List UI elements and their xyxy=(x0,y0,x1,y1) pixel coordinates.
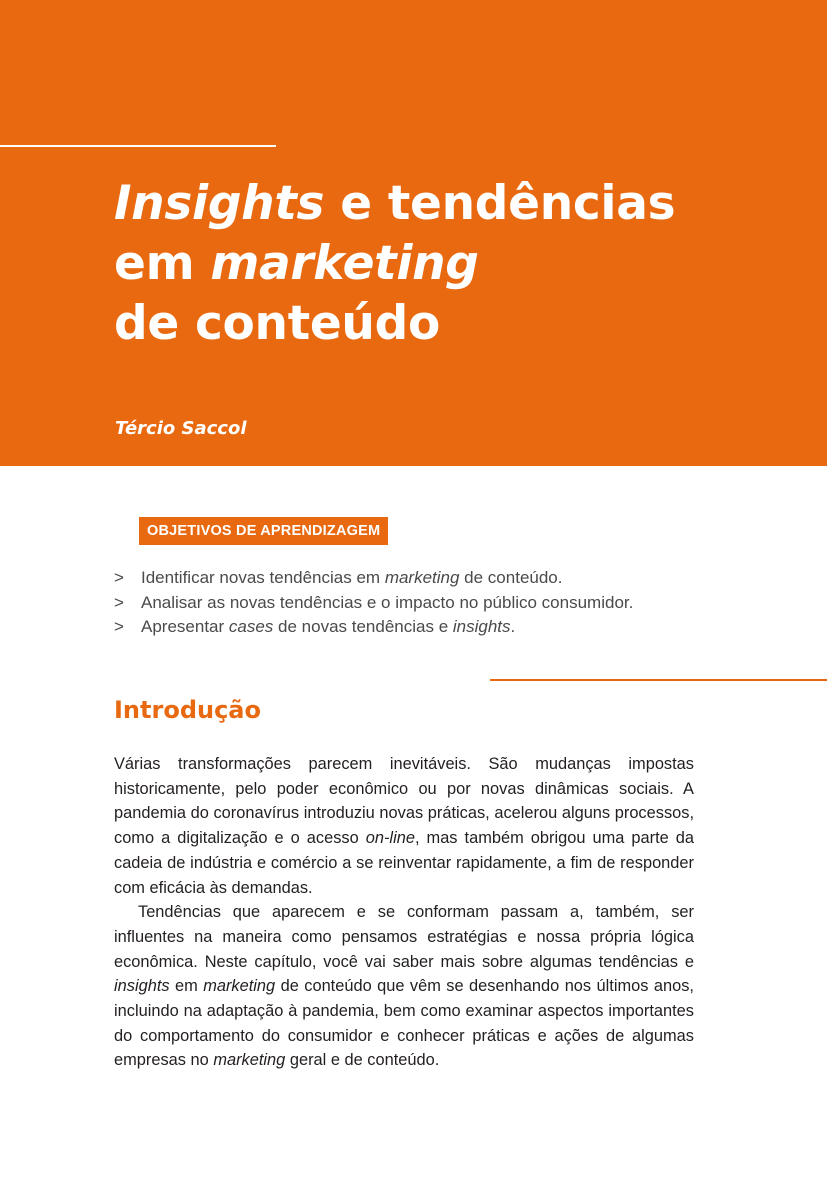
list-item xyxy=(114,566,633,591)
list-item xyxy=(114,591,633,616)
paragraph-emphasis: marketing xyxy=(203,977,276,996)
chapter-title-line-1 xyxy=(114,174,804,234)
title-emphasis: Insights xyxy=(114,176,325,231)
bullet-marker: > xyxy=(114,568,124,587)
chapter-title xyxy=(114,174,804,354)
objective-text: Apresentar xyxy=(141,617,229,636)
paragraph-emphasis: on-line xyxy=(365,829,415,848)
objective-emphasis: insights xyxy=(452,617,511,636)
objectives-list xyxy=(114,566,633,640)
section-divider xyxy=(490,679,827,681)
objective-emphasis: marketing xyxy=(384,568,460,587)
objective-text: de conteúdo. xyxy=(459,568,563,587)
objective-emphasis: cases xyxy=(228,617,274,636)
paragraph-text: em xyxy=(169,977,204,996)
section-heading: Introdução xyxy=(114,696,261,724)
title-text: e tendências xyxy=(324,176,676,231)
chapter-title-line-2 xyxy=(114,234,804,294)
objective-text: Analisar as novas tendências e o impacto no público consumidor. xyxy=(141,592,634,612)
chapter-title-line-3: de conteúdo xyxy=(114,296,440,351)
objectives-badge: OBJETIVOS DE APRENDIZAGEM xyxy=(139,517,388,545)
header-divider xyxy=(0,145,276,147)
title-text: em xyxy=(114,236,211,291)
paragraph-text: , mas também obrigou uma parte da cadeia de indústria e comércio a se reinventar rapidamente, a fim de responder com eficácia às demandas. xyxy=(114,829,694,897)
body-text xyxy=(114,752,694,1073)
paragraph xyxy=(114,752,694,900)
objective-text: de novas tendências e xyxy=(273,617,453,636)
bullet-marker: > xyxy=(114,617,124,636)
paragraph-emphasis: marketing xyxy=(213,1051,286,1070)
title-emphasis: marketing xyxy=(210,236,479,291)
objective-text: Identificar novas tendências em xyxy=(141,568,385,587)
paragraph-text: de conteúdo que vêm se desenhando nos últimos anos, incluindo na adaptação à pandemia, bem como examinar aspectos importantes do comportamento do consumidor e conhecer práticas e ações de algumas empresas no xyxy=(114,977,694,1070)
paragraph-text: geral e de conteúdo. xyxy=(285,1051,440,1070)
author-name: Tércio Saccol xyxy=(115,418,247,439)
paragraph-text: Várias transformações parecem inevitáveis. São mudanças impostas historicamente, pelo poder econômico ou por novas dinâmicas sociais. A pandemia do coronavírus introduziu novas práticas, acelerou alguns processos, como a digitalização e o acesso xyxy=(114,755,694,848)
chapter-header-banner xyxy=(0,0,827,466)
list-item xyxy=(114,615,633,640)
objective-text: . xyxy=(510,617,516,636)
paragraph-emphasis: insights xyxy=(114,977,170,996)
bullet-marker: > xyxy=(114,592,124,612)
paragraph-text: Tendências que aparecem e se conformam passam a, também, ser influentes na maneira como pensamos estratégias e nossa própria lógica econômica. Neste capítulo, você vai saber mais sobre algumas tendências e xyxy=(114,903,694,971)
paragraph xyxy=(114,900,694,1073)
